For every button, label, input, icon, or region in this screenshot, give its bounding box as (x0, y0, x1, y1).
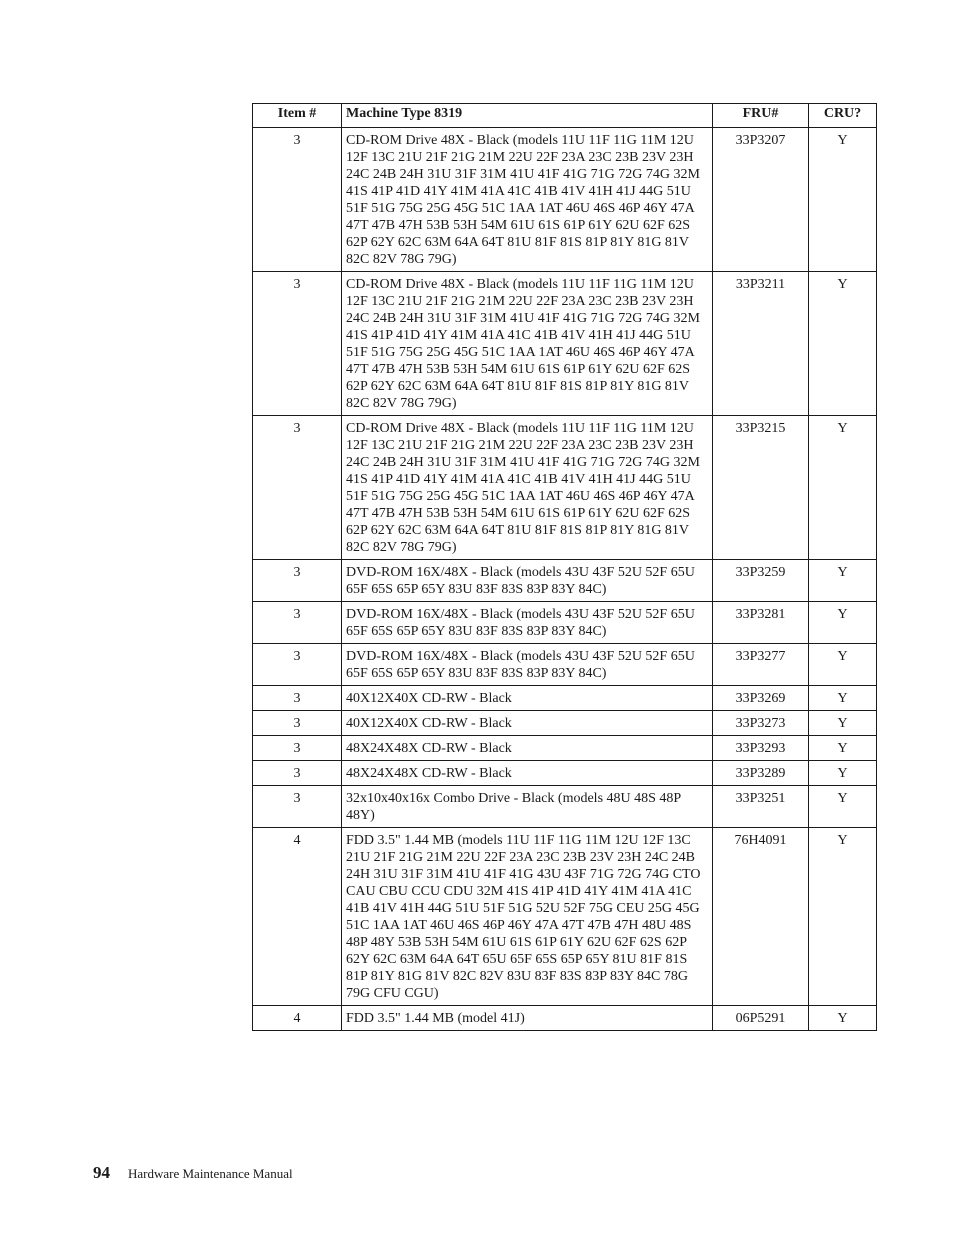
cell-description: DVD-ROM 16X/48X - Black (models 43U 43F 52U 52F 65U 65F 65S 65P 65Y 83U 83F 83S 83P 83Y 84C) (342, 560, 713, 602)
header-fru: FRU# (713, 104, 809, 128)
cell-fru: 33P3289 (713, 761, 809, 786)
cell-item: 3 (253, 736, 342, 761)
cell-fru: 33P3281 (713, 602, 809, 644)
cell-fru: 33P3207 (713, 128, 809, 272)
table-row (253, 128, 877, 272)
cell-fru: 06P5291 (713, 1006, 809, 1031)
cell-item: 4 (253, 828, 342, 1006)
cell-description: DVD-ROM 16X/48X - Black (models 43U 43F 52U 52F 65U 65F 65S 65P 65Y 83U 83F 83S 83P 83Y 84C) (342, 602, 713, 644)
cell-cru: Y (809, 128, 877, 272)
cell-description: 48X24X48X CD-RW - Black (342, 761, 713, 786)
cell-item: 3 (253, 761, 342, 786)
cell-description: CD-ROM Drive 48X - Black (models 11U 11F 11G 11M 12U 12F 13C 21U 21F 21G 21M 22U 22F 23A 23C 23B 23V 23H 24C 24B 24H 31U 31F 31M 41U 41F 41G 71G 72G 74G 32M 41S 41P 41D 41Y 41M 41A 41C 41B 41V 41H 41J 44G 51U 51F 51G 75G 25G 45G 51C 1AA 1AT 46U 46S 46P 46Y 47A 47T 47B 47H 53B 53H 54M 61U 61S 61P 61Y 62U 62F 62S 62P 62Y 62C 63M 64A 64T 81U 81F 81S 81P 81Y 81G 81V 82C 82V 78G 79G) (342, 128, 713, 272)
table-row (253, 786, 877, 828)
header-cru: CRU? (809, 104, 877, 128)
cell-cru: Y (809, 736, 877, 761)
manual-title: Hardware Maintenance Manual (128, 1166, 293, 1181)
cell-cru: Y (809, 602, 877, 644)
table-row (253, 711, 877, 736)
cell-item: 3 (253, 128, 342, 272)
cell-cru: Y (809, 644, 877, 686)
cell-description: FDD 3.5" 1.44 MB (model 41J) (342, 1006, 713, 1031)
cell-item: 3 (253, 686, 342, 711)
cell-item: 3 (253, 272, 342, 416)
page-number: 94 (93, 1163, 110, 1182)
cell-fru: 33P3215 (713, 416, 809, 560)
cell-description: 32x10x40x16x Combo Drive - Black (models 48U 48S 48P 48Y) (342, 786, 713, 828)
table-row (253, 644, 877, 686)
page-footer (93, 1163, 293, 1183)
cell-cru: Y (809, 560, 877, 602)
cell-cru: Y (809, 761, 877, 786)
table-row (253, 416, 877, 560)
cell-fru: 33P3259 (713, 560, 809, 602)
cell-fru: 33P3211 (713, 272, 809, 416)
table-row (253, 272, 877, 416)
cell-description: CD-ROM Drive 48X - Black (models 11U 11F 11G 11M 12U 12F 13C 21U 21F 21G 21M 22U 22F 23A 23C 23B 23V 23H 24C 24B 24H 31U 31F 31M 41U 41F 41G 71G 72G 74G 32M 41S 41P 41D 41Y 41M 41A 41C 41B 41V 41H 41J 44G 51U 51F 51G 75G 25G 45G 51C 1AA 1AT 46U 46S 46P 46Y 47A 47T 47B 47H 53B 53H 54M 61U 61S 61P 61Y 62U 62F 62S 62P 62Y 62C 63M 64A 64T 81U 81F 81S 81P 81Y 81G 81V 82C 82V 78G 79G) (342, 272, 713, 416)
table-row (253, 761, 877, 786)
cell-fru: 33P3269 (713, 686, 809, 711)
table-row (253, 560, 877, 602)
cell-item: 3 (253, 711, 342, 736)
header-item: Item # (253, 104, 342, 128)
cell-description: 40X12X40X CD-RW - Black (342, 686, 713, 711)
cell-cru: Y (809, 711, 877, 736)
cell-cru: Y (809, 828, 877, 1006)
cell-fru: 33P3273 (713, 711, 809, 736)
table-row (253, 1006, 877, 1031)
cell-description: 48X24X48X CD-RW - Black (342, 736, 713, 761)
table-row (253, 736, 877, 761)
cell-fru: 33P3251 (713, 786, 809, 828)
cell-cru: Y (809, 686, 877, 711)
cell-item: 3 (253, 786, 342, 828)
table-row (253, 602, 877, 644)
table-row (253, 828, 877, 1006)
cell-item: 3 (253, 560, 342, 602)
cell-fru: 76H4091 (713, 828, 809, 1006)
cell-cru: Y (809, 416, 877, 560)
cell-cru: Y (809, 272, 877, 416)
table-row (253, 686, 877, 711)
cell-description: CD-ROM Drive 48X - Black (models 11U 11F 11G 11M 12U 12F 13C 21U 21F 21G 21M 22U 22F 23A 23C 23B 23V 23H 24C 24B 24H 31U 31F 31M 41U 41F 41G 71G 72G 74G 32M 41S 41P 41D 41Y 41M 41A 41C 41B 41V 41H 41J 44G 51U 51F 51G 75G 25G 45G 51C 1AA 1AT 46U 46S 46P 46Y 47A 47T 47B 47H 53B 53H 54M 61U 61S 61P 61Y 62U 62F 62S 62P 62Y 62C 63M 64A 64T 81U 81F 81S 81P 81Y 81G 81V 82C 82V 78G 79G) (342, 416, 713, 560)
cell-item: 3 (253, 644, 342, 686)
header-machine-type: Machine Type 8319 (342, 104, 713, 128)
cell-description: 40X12X40X CD-RW - Black (342, 711, 713, 736)
cell-cru: Y (809, 1006, 877, 1031)
table-header-row (253, 104, 877, 128)
cell-cru: Y (809, 786, 877, 828)
cell-item: 4 (253, 1006, 342, 1031)
cell-description: DVD-ROM 16X/48X - Black (models 43U 43F 52U 52F 65U 65F 65S 65P 65Y 83U 83F 83S 83P 83Y 84C) (342, 644, 713, 686)
cell-fru: 33P3293 (713, 736, 809, 761)
cell-description: FDD 3.5" 1.44 MB (models 11U 11F 11G 11M 12U 12F 13C 21U 21F 21G 21M 22U 22F 23A 23C 23B 23V 23H 24C 24B 24H 31U 31F 31M 41U 41F 41G 43U 43F 71G 72G 74G CTO CAU CBU CCU CDU 32M 41S 41P 41D 41Y 41M 41A 41C 41B 41V 41H 44G 51U 51F 51G 52U 52F 75G CEU 25G 45G 51C 1AA 1AT 46U 46S 46P 46Y 47A 47T 47B 47H 48U 48S 48P 48Y 53B 53H 54M 61U 61S 61P 61Y 62U 62F 62S 62P 62Y 62C 63M 64A 64T 65U 65F 65S 65P 65Y 81U 81F 81S 81P 81Y 81G 81V 82C 82V 83U 83F 83S 83P 83Y 84C 78G 79G CFU CGU) (342, 828, 713, 1006)
cell-fru: 33P3277 (713, 644, 809, 686)
cell-item: 3 (253, 416, 342, 560)
parts-table (252, 103, 877, 1031)
cell-item: 3 (253, 602, 342, 644)
